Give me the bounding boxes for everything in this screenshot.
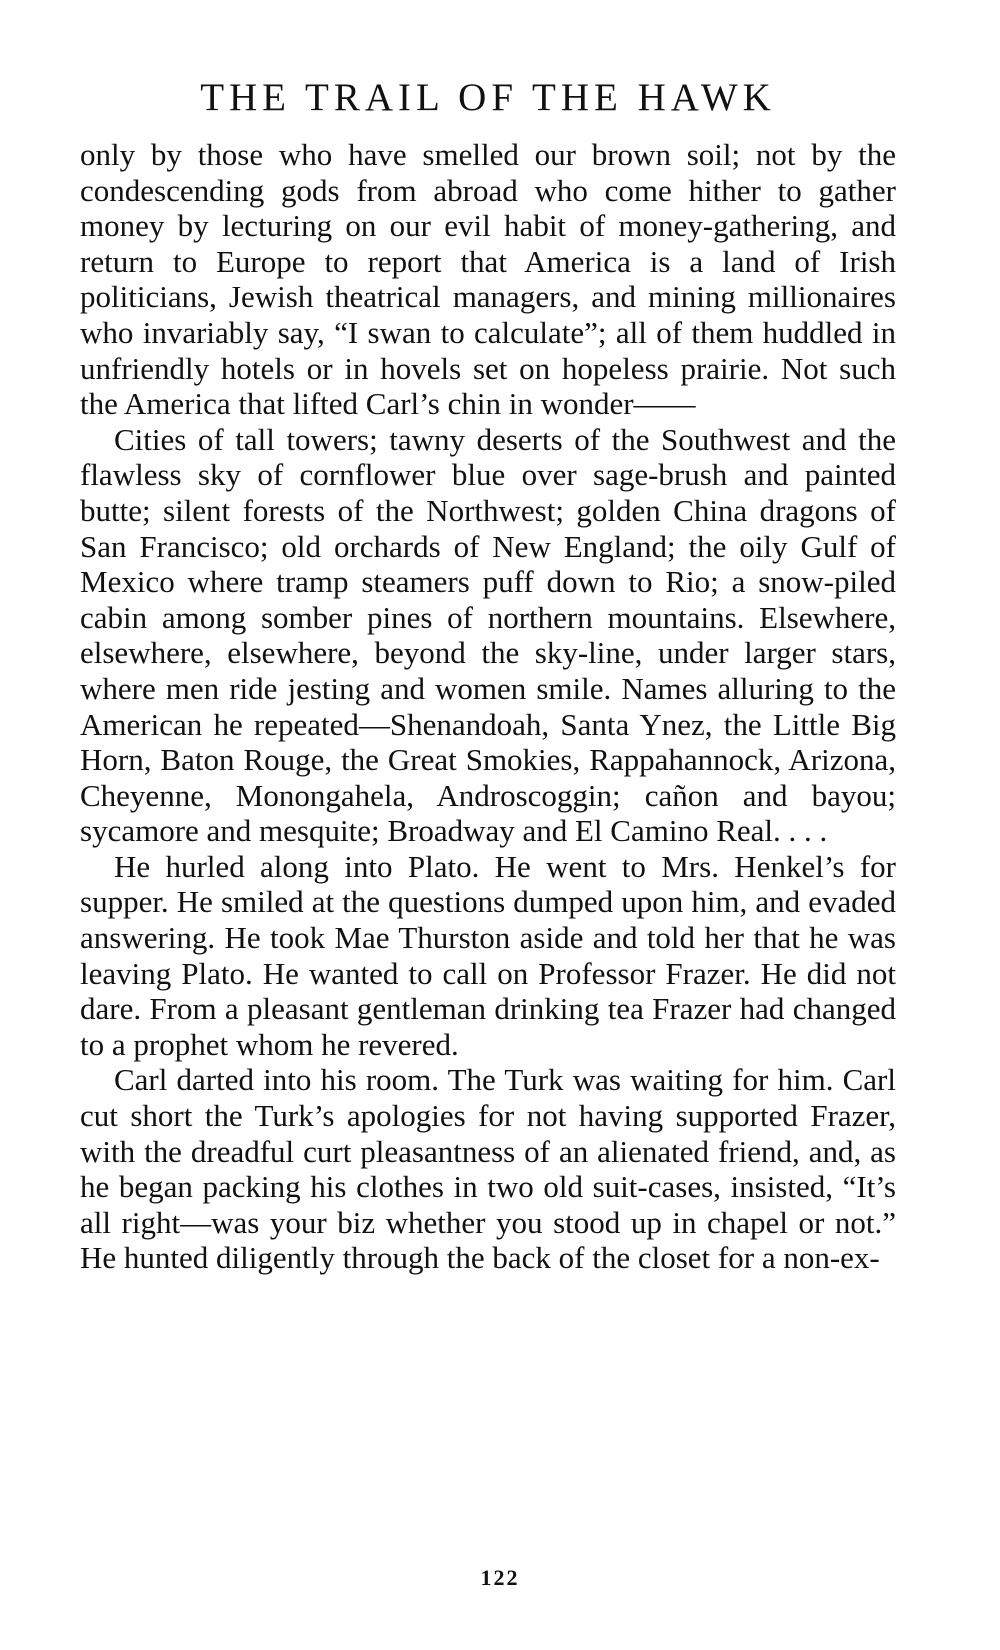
book-page — [80, 78, 896, 1276]
paragraph: Cities of tall towers; tawny deserts of the Southwest and the flawless sky of cornflower blue over sage-brush and painted butte; silent forests of the Northwest; golden China dragons of San Francisco; old orchards of New England; the oily Gulf of Mexico where tramp steamers puff down to Rio; a snow-piled cabin among somber pines of northern mountains. Elsewhere, elsewhere, elsewhere, beyond the sky-line, under larger stars, where men ride jesting and women smile. Names alluring to the American he repeated—Shenandoah, Santa Ynez, the Little Big Horn, Baton Rouge, the Great Smokies, Rappahannock, Arizona, Cheyenne, Monongahela, Androscoggin; cañon and bayou; sycamore and mesquite; Broadway and El Camino Real. . . . — [80, 421, 896, 849]
body-text — [80, 137, 896, 1276]
running-head: THE TRAIL OF THE HAWK — [200, 76, 776, 119]
page-number: 122 — [480, 1565, 520, 1590]
paragraph: He hurled along into Plato. He went to Mrs. Henkel’s for supper. He smiled at the questions dumped upon him, and evaded answering. He took Mae Thurston aside and told her that he was leaving Plato. He wanted to call on Professor Frazer. He did not dare. From a pleasant gentleman drinking tea Frazer had changed to a prophet whom he revered. — [80, 848, 896, 1062]
paragraph: only by those who have smelled our brown soil; not by the condescending gods from abroad who come hither to gather money by lecturing on our evil habit of money-gathering, and return to Europe to report that America is a land of Irish politicians, Jewish theatrical managers, and mining millionaires who invariably say, “I swan to calculate”; all of them huddled in unfriendly hotels or in hovels set on hopeless prairie. Not such the America that lifted Carl’s chin in wonder—— — [80, 137, 896, 422]
paragraph: Carl darted into his room. The Turk was waiting for him. Carl cut short the Turk’s apologies for not having supported Frazer, with the dreadful curt pleasantness of an alienated friend, and, as he began packing his clothes in two old suit-cases, insisted, “It’s all right—was your biz whether you stood up in chapel or not.” He hunted diligently through the back of the closet for a non-ex- — [80, 1062, 896, 1276]
